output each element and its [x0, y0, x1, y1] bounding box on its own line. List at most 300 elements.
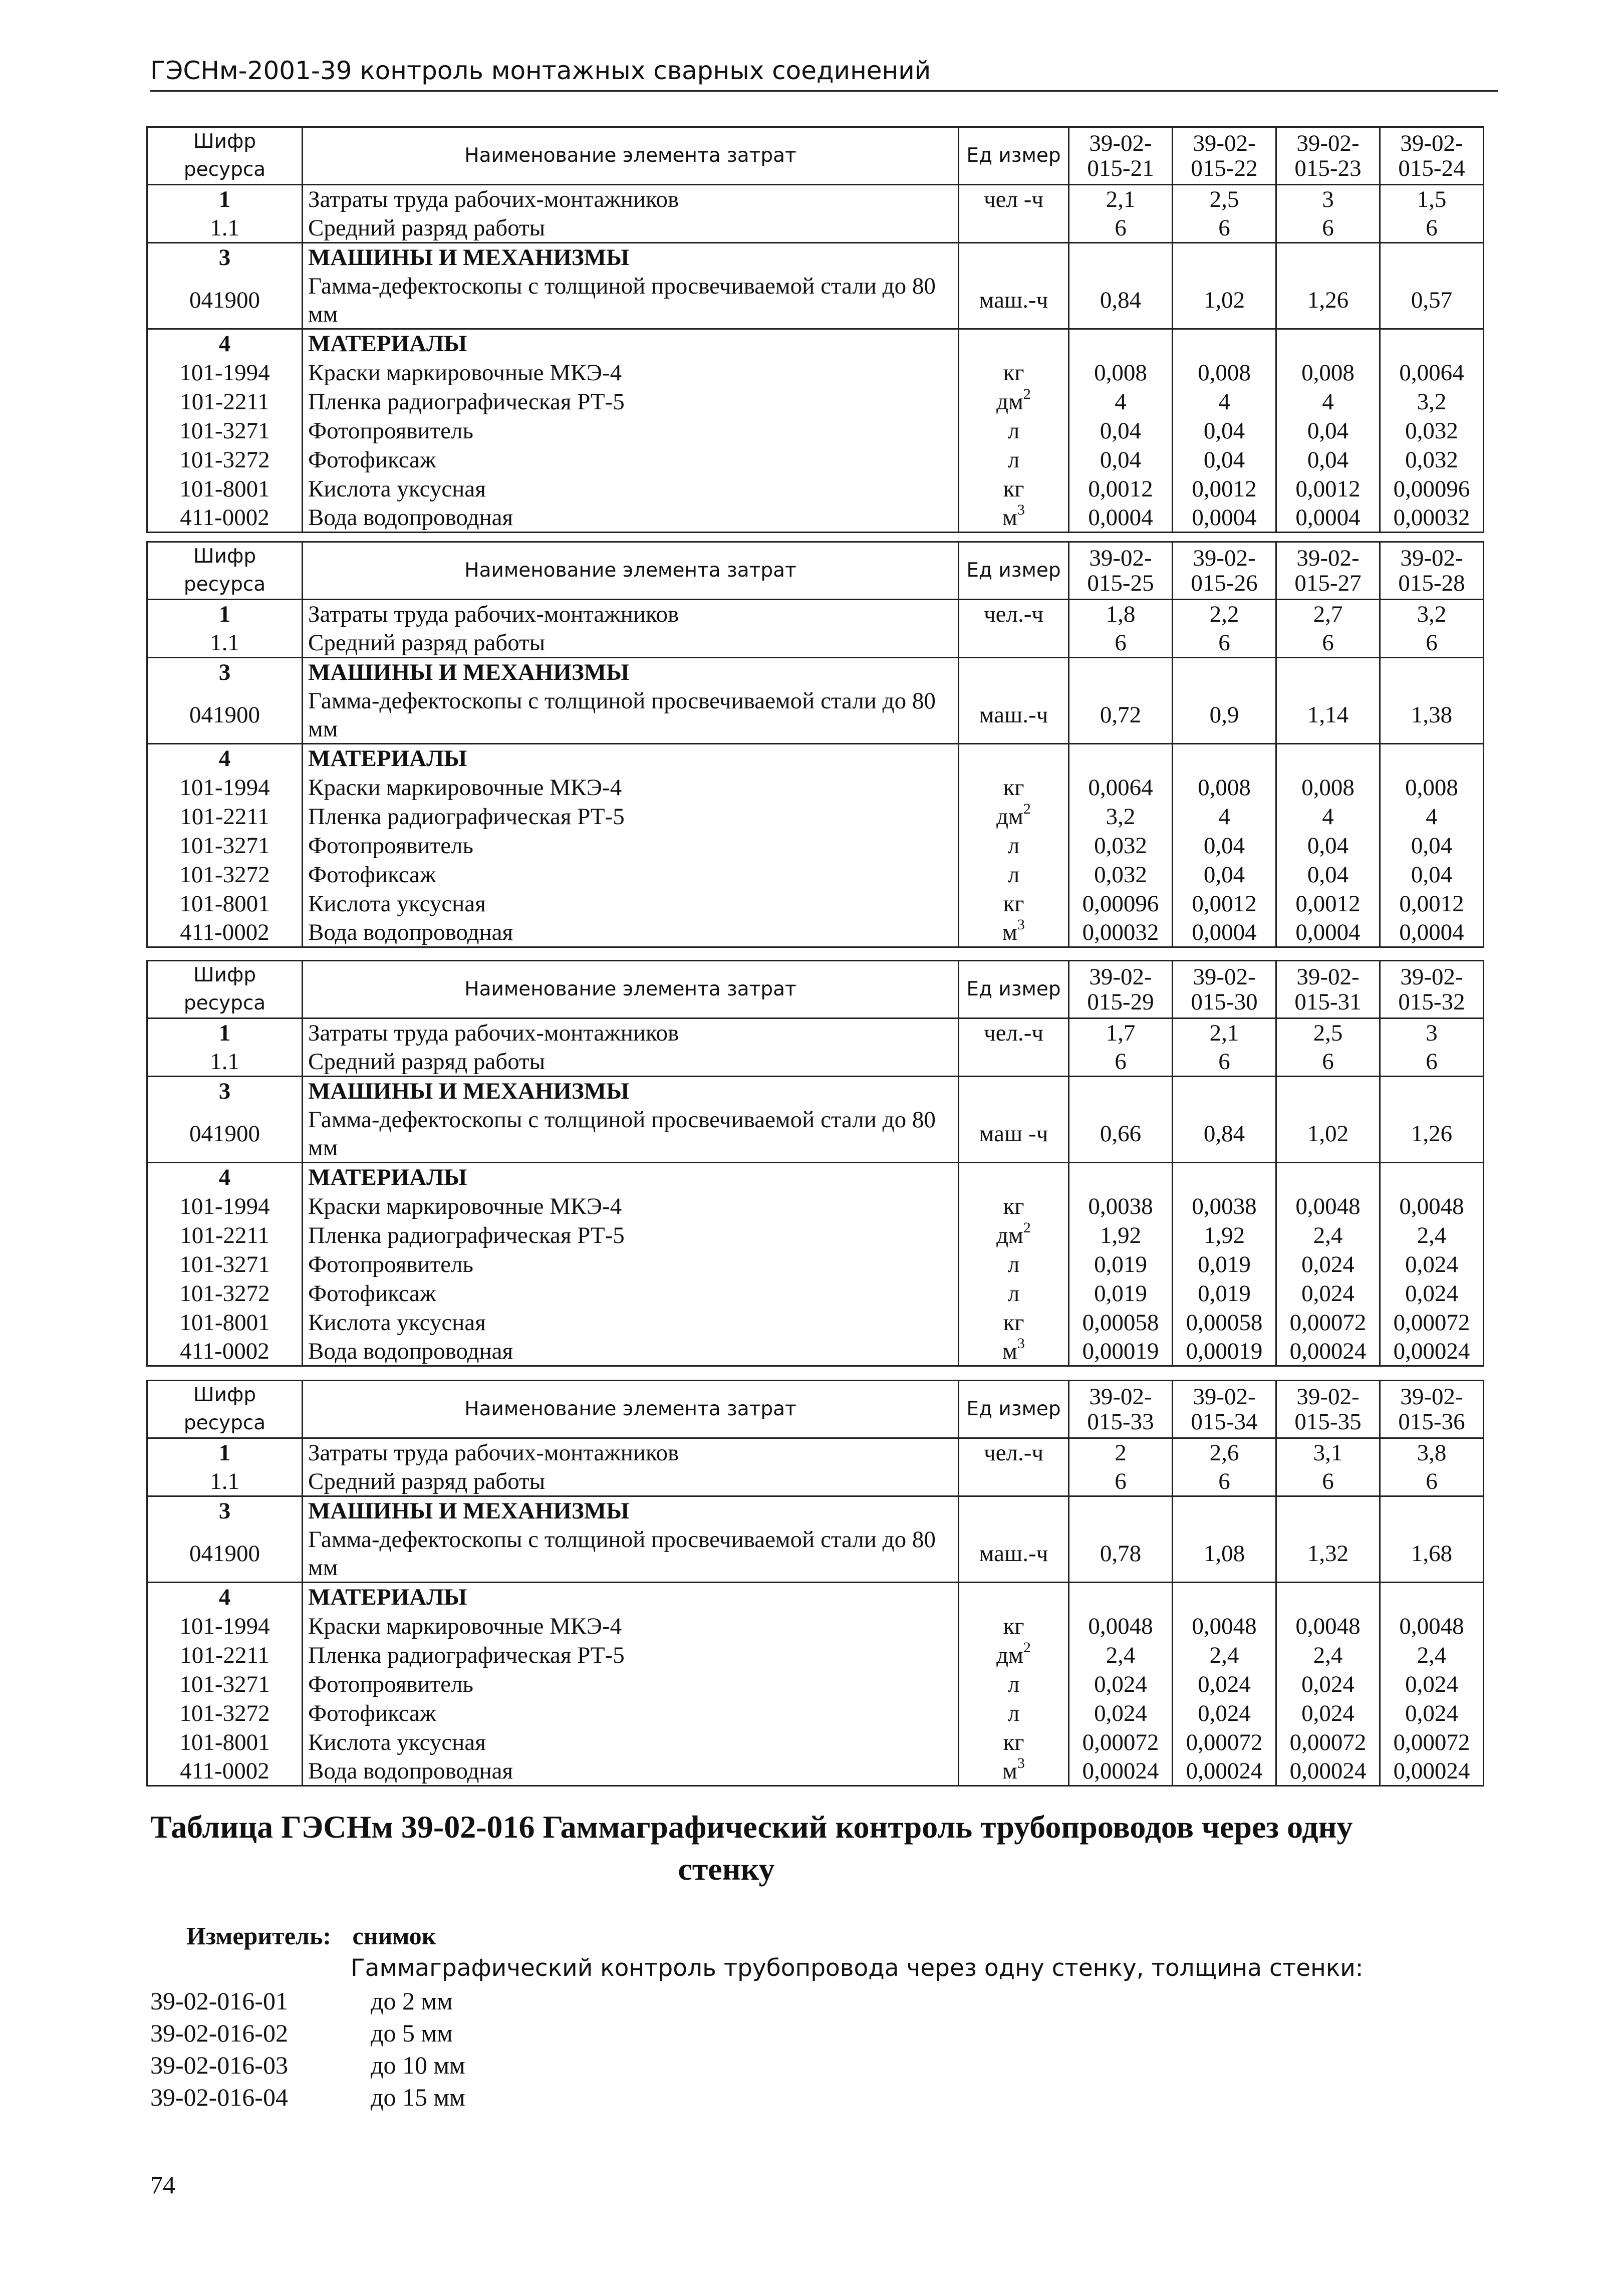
table-row [147, 831, 1484, 860]
section-header-row [147, 1496, 1484, 1525]
unit-text: л [1007, 417, 1020, 444]
table-body [147, 600, 1484, 947]
unit-text: дм [996, 803, 1023, 830]
table-row [147, 1467, 1484, 1496]
row-value: 0,024 [1276, 1250, 1380, 1279]
row-name: Краски маркировочные МКЭ-4 [303, 1612, 959, 1641]
row-value: 0,0004 [1173, 503, 1276, 533]
unit-cell [959, 1192, 1069, 1221]
row-code: 1.1 [147, 1467, 303, 1496]
row-value: 1,92 [1069, 1221, 1173, 1250]
empty-cell [1276, 243, 1380, 272]
unit-cell [959, 802, 1069, 831]
row-value: 0,024 [1276, 1279, 1380, 1308]
empty-cell [1380, 243, 1484, 272]
row-code: 1 [147, 600, 303, 629]
row-value: 0,57 [1380, 272, 1484, 329]
unit-superscript: 2 [1023, 387, 1031, 402]
header-code: Шифр ресурса [147, 542, 303, 600]
row-code: 041900 [147, 272, 303, 329]
section-code: 3 [147, 658, 303, 687]
row-value: 0,024 [1276, 1699, 1380, 1728]
row-value: 0,00072 [1069, 1728, 1173, 1757]
table-row [147, 1192, 1484, 1221]
row-value: 0,9 [1173, 687, 1276, 744]
row-value: 6 [1380, 1048, 1484, 1077]
table-row [147, 358, 1484, 387]
row-value: 2,4 [1276, 1641, 1380, 1670]
row-code: 101-3272 [147, 445, 303, 474]
row-name: Пленка радиографическая РТ-5 [303, 1221, 959, 1250]
header-column-code: 39-02-015-28 [1380, 542, 1484, 600]
row-value: 1,14 [1276, 687, 1380, 744]
empty-cell [1380, 1077, 1484, 1106]
row-name: Вода водопроводная [303, 1757, 959, 1786]
empty-cell [959, 329, 1069, 358]
row-value: 0,019 [1069, 1250, 1173, 1279]
row-value: 0,0004 [1173, 918, 1276, 947]
row-code: 1 [147, 185, 303, 214]
row-value: 0,00072 [1380, 1308, 1484, 1337]
row-name: Краски маркировочные МКЭ-4 [303, 358, 959, 387]
row-name: Гамма-дефектоскопы с толщиной просвечиваемой стали до 80 мм [303, 1525, 959, 1583]
table-header [147, 127, 1484, 185]
table-header [147, 542, 1484, 600]
header-column-code: 39-02-015-24 [1380, 127, 1484, 185]
row-value: 0,0012 [1276, 889, 1380, 918]
unit-text: дм [996, 1642, 1023, 1668]
row-code: 1.1 [147, 214, 303, 243]
table-row [147, 1757, 1484, 1786]
unit-cell [959, 629, 1069, 658]
unit-text: маш.-ч [979, 701, 1048, 728]
section-code: 3 [147, 1496, 303, 1525]
row-code: 041900 [147, 1106, 303, 1163]
row-name: Фотопроявитель [303, 831, 959, 860]
row-value: 2,6 [1173, 1438, 1276, 1467]
header-unit: Ед измер [959, 1381, 1069, 1438]
row-code: 101-3272 [147, 1279, 303, 1308]
row-name: Пленка радиографическая РТ-5 [303, 802, 959, 831]
row-code: 101-3271 [147, 1670, 303, 1699]
row-value: 0,00072 [1173, 1728, 1276, 1757]
row-value: 0,04 [1173, 445, 1276, 474]
section-title: МАТЕРИАЛЫ [303, 1583, 959, 1612]
unit-cell [959, 445, 1069, 474]
empty-cell [1276, 1163, 1380, 1192]
measure-line [186, 1920, 436, 1952]
table-row [147, 1279, 1484, 1308]
empty-cell [1069, 1583, 1173, 1612]
unit-superscript: 3 [1017, 503, 1025, 519]
table-row [147, 185, 1484, 214]
header-name: Наименование элемента затрат [303, 127, 959, 185]
row-name: Средний разряд работы [303, 214, 959, 243]
row-value: 0,04 [1069, 416, 1173, 445]
table-row [147, 474, 1484, 503]
row-value: 0,032 [1069, 831, 1173, 860]
section-title-line-2: стенку [678, 1851, 775, 1887]
section-code: 4 [147, 329, 303, 358]
row-value: 6 [1276, 629, 1380, 658]
unit-text: м [1002, 919, 1017, 945]
variant-row [150, 2049, 465, 2081]
unit-text: кг [1003, 1309, 1024, 1336]
section-title: МАШИНЫ И МЕХАНИЗМЫ [303, 658, 959, 687]
unit-text: л [1007, 446, 1020, 473]
row-value: 4 [1380, 802, 1484, 831]
table-row [147, 1438, 1484, 1467]
row-value: 1,02 [1173, 272, 1276, 329]
row-name: Кислота уксусная [303, 474, 959, 503]
unit-cell [959, 600, 1069, 629]
row-value: 0,00024 [1276, 1337, 1380, 1366]
row-name: Кислота уксусная [303, 889, 959, 918]
empty-cell [1276, 658, 1380, 687]
row-value: 0,04 [1276, 860, 1380, 889]
row-name: Фотофиксаж [303, 445, 959, 474]
variant-row [150, 2017, 465, 2049]
row-value: 2,1 [1173, 1018, 1276, 1048]
row-value: 6 [1069, 1467, 1173, 1496]
header-row [147, 1381, 1484, 1438]
row-value: 6 [1069, 629, 1173, 658]
variant-text: до 10 мм [371, 2051, 465, 2079]
unit-cell [959, 387, 1069, 416]
row-code: 041900 [147, 687, 303, 744]
row-value: 0,0012 [1173, 474, 1276, 503]
table-row [147, 214, 1484, 243]
row-value: 0,0048 [1380, 1192, 1484, 1221]
empty-cell [1173, 1163, 1276, 1192]
unit-cell [959, 1438, 1069, 1467]
row-value: 6 [1069, 1048, 1173, 1077]
row-value: 0,0012 [1380, 889, 1484, 918]
unit-cell [959, 1670, 1069, 1699]
header-row [147, 542, 1484, 600]
empty-cell [959, 1583, 1069, 1612]
row-value: 3,2 [1380, 387, 1484, 416]
unit-text: л [1007, 1700, 1020, 1726]
measure-value: снимок [352, 1922, 436, 1950]
row-value: 0,04 [1276, 416, 1380, 445]
row-name: Гамма-дефектоскопы с толщиной просвечиваемой стали до 80 мм [303, 1106, 959, 1163]
row-value: 0,0038 [1069, 1192, 1173, 1221]
row-name: Кислота уксусная [303, 1728, 959, 1757]
row-value: 0,00032 [1069, 918, 1173, 947]
header-column-code: 39-02-015-22 [1173, 127, 1276, 185]
table-row [147, 1525, 1484, 1583]
empty-cell [959, 1077, 1069, 1106]
row-value: 0,0004 [1069, 503, 1173, 533]
unit-cell [959, 214, 1069, 243]
row-name: Фотопроявитель [303, 1250, 959, 1279]
section-header-row [147, 744, 1484, 773]
unit-text: дм [996, 388, 1023, 415]
unit-cell [959, 1612, 1069, 1641]
row-value: 0,00058 [1069, 1308, 1173, 1337]
unit-cell [959, 474, 1069, 503]
row-code: 101-2211 [147, 387, 303, 416]
section-code: 3 [147, 243, 303, 272]
section-header-row [147, 1163, 1484, 1192]
resource-table [146, 541, 1484, 948]
row-value: 2,5 [1276, 1018, 1380, 1048]
header-column-code: 39-02-015-26 [1173, 542, 1276, 600]
variant-text: до 2 мм [371, 1987, 453, 2015]
unit-superscript: 2 [1023, 802, 1031, 817]
row-value: 2,4 [1173, 1641, 1276, 1670]
row-code: 101-1994 [147, 1612, 303, 1641]
empty-cell [1380, 1583, 1484, 1612]
table-row [147, 387, 1484, 416]
row-value: 2,2 [1173, 600, 1276, 629]
variant-row [150, 2081, 465, 2113]
table-row [147, 600, 1484, 629]
section-header-row [147, 1583, 1484, 1612]
row-value: 0,00024 [1069, 1757, 1173, 1786]
row-value: 0,032 [1380, 445, 1484, 474]
empty-cell [1276, 329, 1380, 358]
empty-cell [1380, 1496, 1484, 1525]
header-name: Наименование элемента затрат [303, 542, 959, 600]
row-value: 4 [1276, 802, 1380, 831]
unit-cell [959, 1106, 1069, 1163]
row-code: 411-0002 [147, 503, 303, 533]
table-row [147, 918, 1484, 947]
row-name: Затраты труда рабочих-монтажников [303, 600, 959, 629]
empty-cell [1173, 744, 1276, 773]
empty-cell [959, 243, 1069, 272]
table-row [147, 1048, 1484, 1077]
row-value: 0,024 [1380, 1670, 1484, 1699]
row-value: 0,04 [1069, 445, 1173, 474]
row-value: 3 [1276, 185, 1380, 214]
row-value: 2,5 [1173, 185, 1276, 214]
row-name: Средний разряд работы [303, 1467, 959, 1496]
unit-cell [959, 1308, 1069, 1337]
unit-text: кг [1003, 1613, 1024, 1639]
table-row [147, 416, 1484, 445]
section-title: МАШИНЫ И МЕХАНИЗМЫ [303, 1077, 959, 1106]
row-value: 4 [1276, 387, 1380, 416]
header-column-code: 39-02-015-30 [1173, 961, 1276, 1018]
unit-superscript: 3 [1017, 1337, 1025, 1352]
row-value: 6 [1380, 214, 1484, 243]
variant-text: до 5 мм [371, 2019, 453, 2047]
empty-cell [959, 1163, 1069, 1192]
unit-cell [959, 1757, 1069, 1786]
row-value: 0,0012 [1276, 474, 1380, 503]
table-row [147, 1018, 1484, 1048]
row-value: 0,00072 [1380, 1728, 1484, 1757]
header-code: Шифр ресурса [147, 127, 303, 185]
unit-cell [959, 416, 1069, 445]
header-row [147, 961, 1484, 1018]
empty-cell [1173, 1583, 1276, 1612]
row-value: 3,2 [1380, 600, 1484, 629]
row-value: 0,024 [1380, 1699, 1484, 1728]
empty-cell [1069, 1077, 1173, 1106]
header-code: Шифр ресурса [147, 1381, 303, 1438]
row-value: 6 [1173, 629, 1276, 658]
row-name: Затраты труда рабочих-монтажников [303, 185, 959, 214]
empty-cell [959, 1496, 1069, 1525]
table-row [147, 1728, 1484, 1757]
row-value: 0,024 [1173, 1699, 1276, 1728]
row-code: 1.1 [147, 1048, 303, 1077]
row-code: 411-0002 [147, 1337, 303, 1366]
section-title: МАШИНЫ И МЕХАНИЗМЫ [303, 1496, 959, 1525]
row-value: 0,032 [1069, 860, 1173, 889]
row-value: 1,08 [1173, 1525, 1276, 1583]
table-body [147, 185, 1484, 533]
resource-table [146, 1380, 1484, 1787]
row-value: 0,0012 [1069, 474, 1173, 503]
row-value: 0,0048 [1276, 1612, 1380, 1641]
row-code: 101-8001 [147, 1308, 303, 1337]
unit-text: чел.-ч [984, 1440, 1043, 1466]
unit-text: м [1002, 504, 1017, 531]
row-value: 0,008 [1276, 773, 1380, 802]
unit-cell [959, 503, 1069, 533]
row-name: Вода водопроводная [303, 1337, 959, 1366]
unit-cell [959, 831, 1069, 860]
unit-text: кг [1003, 475, 1024, 502]
row-value: 0,008 [1173, 773, 1276, 802]
row-value: 0,04 [1173, 416, 1276, 445]
unit-cell [959, 358, 1069, 387]
empty-cell [1380, 658, 1484, 687]
row-name: Кислота уксусная [303, 1308, 959, 1337]
section-code: 4 [147, 1583, 303, 1612]
unit-cell [959, 1525, 1069, 1583]
table-body [147, 1438, 1484, 1786]
row-value: 2,7 [1276, 600, 1380, 629]
row-code: 411-0002 [147, 918, 303, 947]
unit-text: кг [1003, 890, 1024, 917]
unit-cell [959, 185, 1069, 214]
row-name: Гамма-дефектоскопы с толщиной просвечиваемой стали до 80 мм [303, 687, 959, 744]
empty-cell [1173, 658, 1276, 687]
row-value: 3,2 [1069, 802, 1173, 831]
header-row [147, 127, 1484, 185]
row-value: 1,68 [1380, 1525, 1484, 1583]
empty-cell [1173, 1077, 1276, 1106]
row-value: 0,84 [1173, 1106, 1276, 1163]
row-value: 1,8 [1069, 600, 1173, 629]
row-value: 0,00024 [1276, 1757, 1380, 1786]
row-code: 1 [147, 1018, 303, 1048]
description: Гаммаграфический контроль трубопровода через одну стенку, толщина стенки: [351, 1954, 1364, 1982]
empty-cell [1069, 658, 1173, 687]
unit-cell [959, 1250, 1069, 1279]
header-unit: Ед измер [959, 542, 1069, 600]
row-code: 101-1994 [147, 1192, 303, 1221]
header-column-code: 39-02-015-21 [1069, 127, 1173, 185]
row-value: 6 [1173, 1048, 1276, 1077]
section-title-line-1: Таблица ГЭСНм 39-02-016 Гаммаграфический контроль трубопроводов через одну [150, 1809, 1353, 1845]
unit-cell [959, 1728, 1069, 1757]
row-value: 0,0064 [1380, 358, 1484, 387]
unit-text: маш -ч [979, 1120, 1048, 1147]
empty-cell [1173, 329, 1276, 358]
unit-text: чел -ч [984, 186, 1043, 213]
row-name: Фотопроявитель [303, 1670, 959, 1699]
unit-text: кг [1003, 1729, 1024, 1755]
row-name: Затраты труда рабочих-монтажников [303, 1438, 959, 1467]
row-value: 0,04 [1380, 860, 1484, 889]
unit-superscript: 3 [1017, 1756, 1025, 1772]
row-value: 0,00072 [1276, 1308, 1380, 1337]
empty-cell [1276, 1496, 1380, 1525]
row-name: Краски маркировочные МКЭ-4 [303, 773, 959, 802]
row-code: 411-0002 [147, 1757, 303, 1786]
header-name: Наименование элемента затрат [303, 1381, 959, 1438]
row-value: 0,84 [1069, 272, 1173, 329]
unit-cell [959, 773, 1069, 802]
unit-text: кг [1003, 1193, 1024, 1219]
row-value: 0,0004 [1276, 918, 1380, 947]
empty-cell [1380, 1163, 1484, 1192]
header-column-code: 39-02-015-33 [1069, 1381, 1173, 1438]
header-column-code: 39-02-015-29 [1069, 961, 1173, 1018]
row-code: 101-8001 [147, 889, 303, 918]
row-value: 6 [1173, 1467, 1276, 1496]
row-value: 0,0004 [1380, 918, 1484, 947]
row-code: 101-3272 [147, 1699, 303, 1728]
table-row [147, 629, 1484, 658]
table-row [147, 1612, 1484, 1641]
variant-code: 39-02-016-01 [150, 1987, 288, 2015]
row-value: 0,00019 [1069, 1337, 1173, 1366]
row-value: 1,26 [1276, 272, 1380, 329]
row-value: 0,024 [1380, 1250, 1484, 1279]
row-value: 0,04 [1173, 831, 1276, 860]
unit-superscript: 2 [1023, 1640, 1031, 1656]
row-value: 0,0048 [1276, 1192, 1380, 1221]
row-value: 0,024 [1276, 1670, 1380, 1699]
unit-cell [959, 918, 1069, 947]
row-value: 6 [1173, 214, 1276, 243]
row-value: 4 [1173, 387, 1276, 416]
section-code: 4 [147, 1163, 303, 1192]
unit-superscript: 3 [1017, 918, 1025, 933]
row-value: 0,04 [1173, 860, 1276, 889]
unit-text: маш.-ч [979, 287, 1048, 313]
unit-cell [959, 1279, 1069, 1308]
table-body [147, 1018, 1484, 1366]
table-row [147, 889, 1484, 918]
empty-cell [1069, 329, 1173, 358]
row-value: 0,024 [1173, 1670, 1276, 1699]
empty-cell [1380, 744, 1484, 773]
row-value: 6 [1276, 214, 1380, 243]
table-row [147, 1670, 1484, 1699]
row-code: 101-2211 [147, 1641, 303, 1670]
row-value: 0,00024 [1380, 1757, 1484, 1786]
row-value: 0,008 [1380, 773, 1484, 802]
unit-text: л [1007, 861, 1020, 888]
table-row [147, 860, 1484, 889]
table-row [147, 687, 1484, 744]
unit-text: маш.-ч [979, 1540, 1048, 1567]
row-value: 0,04 [1276, 445, 1380, 474]
unit-superscript: 2 [1023, 1220, 1031, 1236]
empty-cell [1069, 1163, 1173, 1192]
row-value: 0,0064 [1069, 773, 1173, 802]
row-code: 1.1 [147, 629, 303, 658]
